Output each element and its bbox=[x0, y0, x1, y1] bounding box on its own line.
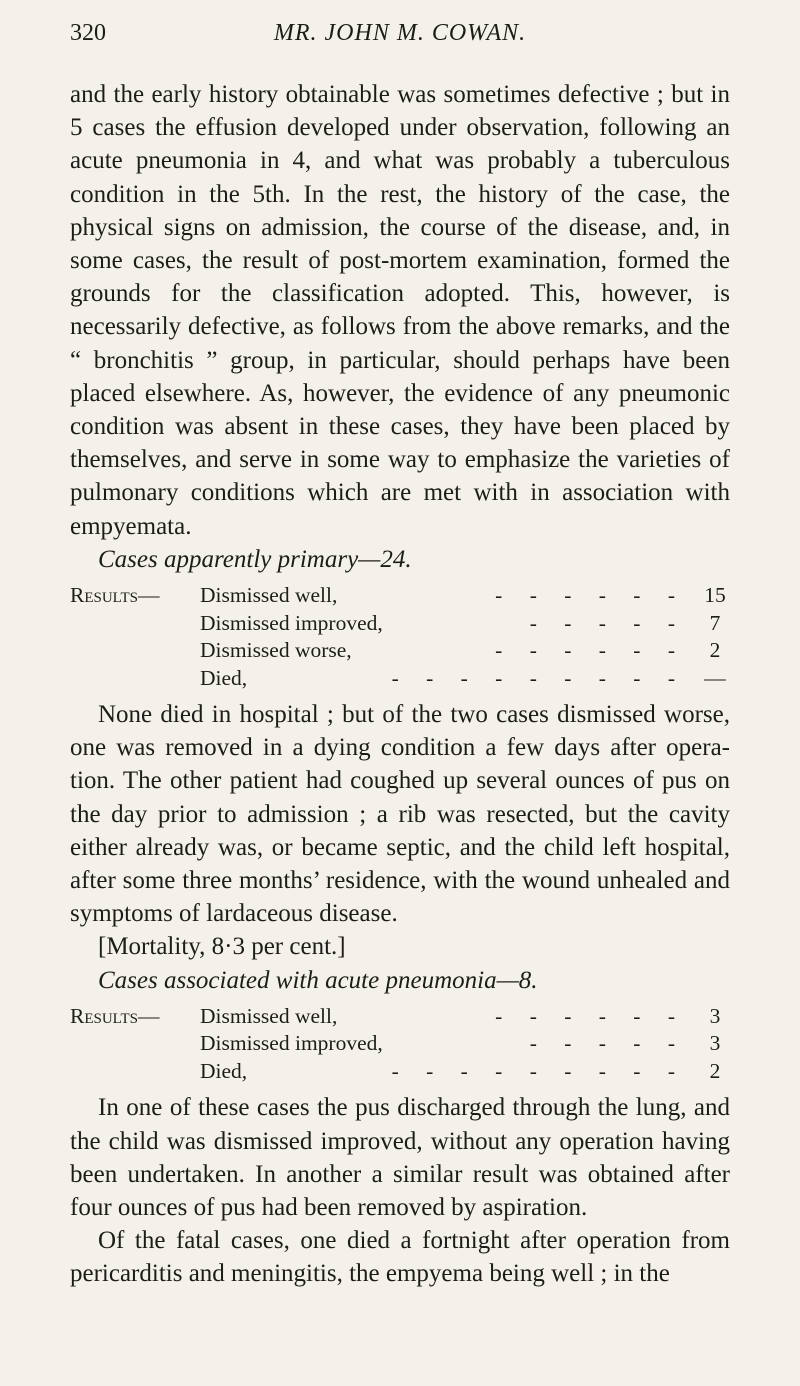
result-value: 3 bbox=[709, 1031, 721, 1056]
leader-dots: - - - - - - - - - bbox=[391, 1058, 686, 1083]
result-value: 7 bbox=[709, 610, 721, 635]
result-label: Dismissed improved, bbox=[200, 1031, 383, 1056]
results-row bbox=[70, 1003, 730, 1031]
mortality-note: [Mortality, 8·3 per cent.] bbox=[98, 933, 346, 961]
results-row bbox=[70, 637, 730, 665]
result-label: Dismissed improved, bbox=[200, 610, 383, 635]
page-header bbox=[70, 20, 730, 60]
result-value: — bbox=[704, 665, 726, 690]
result-label: Died, bbox=[200, 665, 248, 690]
results-row bbox=[70, 610, 730, 638]
paragraph-outcomes: None died in hospital ; but of the two cases dismissed worse, one was removed in a dying condition a few days after opera- tion. The other patient had coughed up several ounces of pus on the day prior to admission ; a rib was resected, but the cavity either already was, or became septic, and the child left hospital, after some three months’ residence, with the wound unhealed and symptoms of lardaceous disease. bbox=[70, 701, 730, 928]
leader-dots: - - - - - bbox=[529, 1031, 686, 1056]
result-label: Dismissed well, bbox=[200, 583, 338, 608]
section-heading-pneumonia: Cases associated with acute pneumonia—8. bbox=[98, 966, 538, 994]
leader-dots: - - - - - - - - - bbox=[391, 665, 686, 690]
leader-dots: - - - - - - bbox=[495, 638, 686, 663]
leader-dots: - - - - - - bbox=[495, 1003, 686, 1028]
results-row bbox=[70, 665, 730, 693]
page-number: 320 bbox=[70, 20, 106, 46]
result-value: 15 bbox=[704, 583, 726, 608]
leader-dots: - - - - - bbox=[529, 610, 686, 635]
leader-dots: - - - - - - bbox=[495, 583, 686, 608]
paragraph-classification: and the early history obtainable was sometimes defective ; but in 5 cases the effusion developed under observation, following an acute pneumonia in 4, and what was probably a tuberculous condition in the 5th. In the rest, the history of the case, the physical signs on admission, the course of the disease, and, in some cases, the result of post-mortem examination, formed the grounds for the classification adopted. This, however, is necessarily defective, as follows from the above remarks, and the “ bronchitis ” group, in particular, should perhaps have been placed elsewhere. As, however, the evidence of any pneumonic condition was absent in these cases, they have been placed by themselves, and serve in some way to emphasize the varieties of pulmonary conditions which are met with in association with empyemata. bbox=[70, 81, 730, 540]
results-row bbox=[70, 1030, 730, 1058]
result-value: 2 bbox=[709, 1058, 721, 1083]
section-heading-primary: Cases apparently primary—24. bbox=[98, 545, 412, 573]
result-label: Dismissed worse, bbox=[200, 638, 352, 663]
results-table-primary bbox=[70, 582, 730, 692]
body-text bbox=[70, 78, 730, 1291]
results-label: Results— bbox=[70, 1003, 160, 1028]
results-table-pneumonia bbox=[70, 1003, 730, 1086]
results-row bbox=[70, 582, 730, 610]
result-label: Dismissed well, bbox=[200, 1003, 338, 1028]
results-label: Results— bbox=[70, 583, 160, 608]
paragraph-fatal-cases: Of the fatal cases, one died a fortnight after operation from pericarditis and meningitis, the empyema being well ; in the bbox=[70, 1227, 730, 1288]
result-value: 3 bbox=[709, 1003, 721, 1028]
result-label: Died, bbox=[200, 1058, 248, 1083]
paragraph-pus-discharge: In one of these cases the pus discharged through the lung, and the child was dismissed improved, without any operation having been undertaken. In another a similar result was obtained after four ounces of pus had been removed by aspiration. bbox=[70, 1094, 730, 1221]
result-value: 2 bbox=[709, 638, 721, 663]
running-head: MR. JOHN M. COWAN. bbox=[273, 20, 527, 46]
results-row bbox=[70, 1058, 730, 1086]
